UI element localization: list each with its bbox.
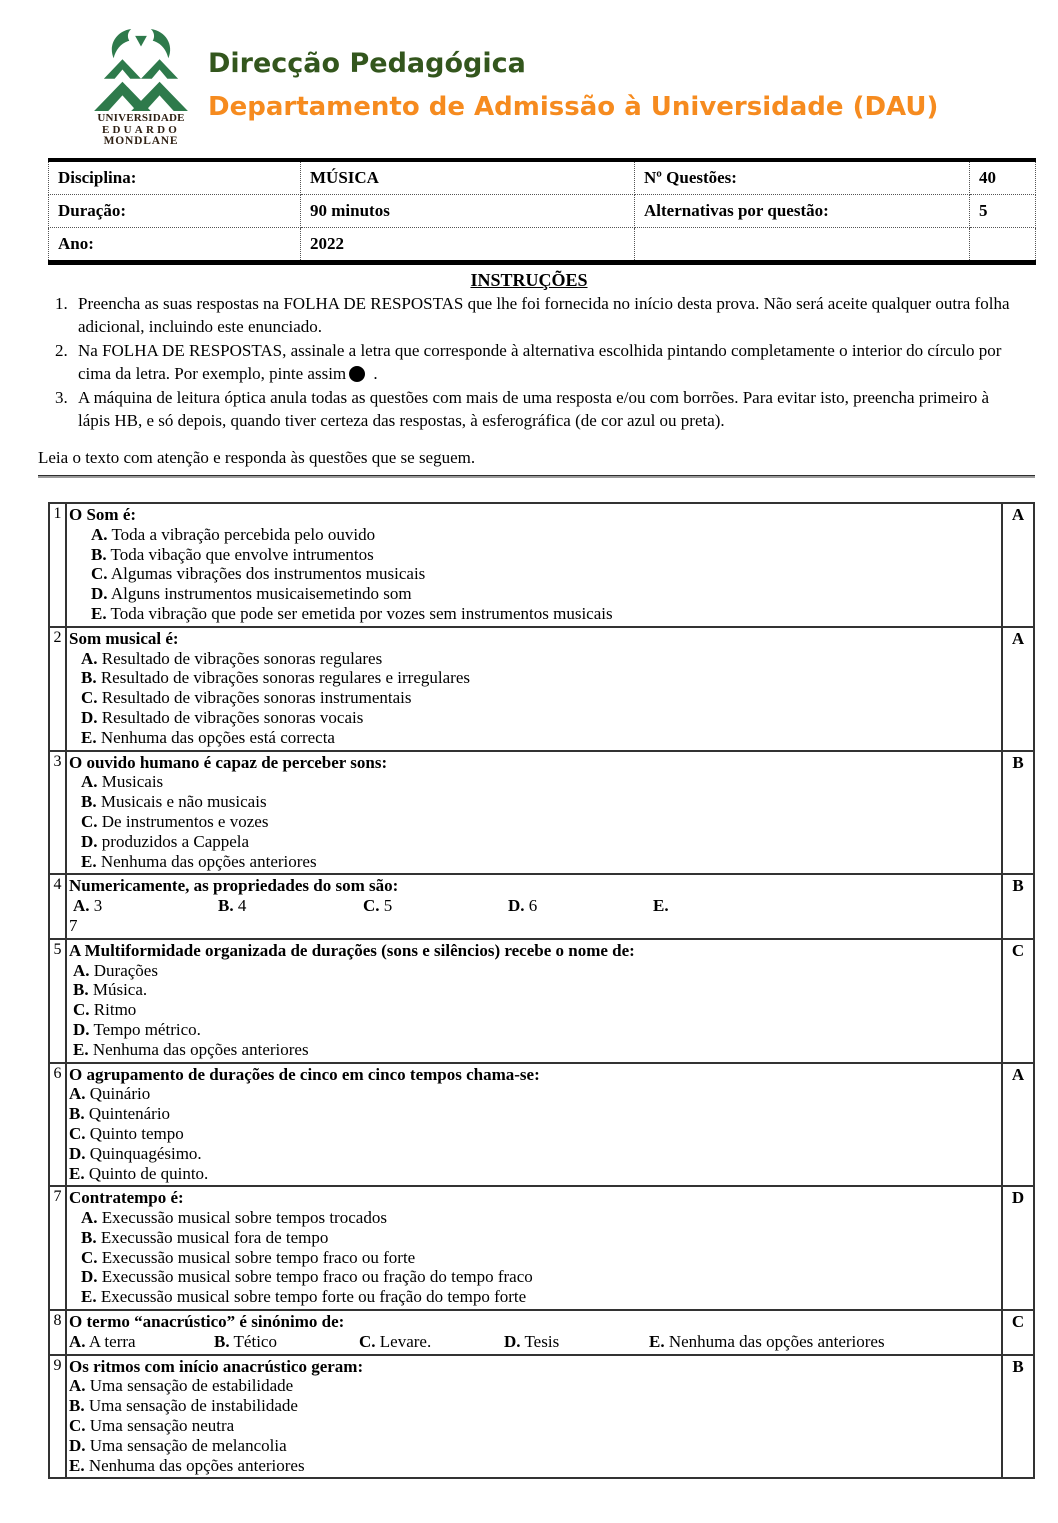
question-number: 1 (49, 503, 66, 627)
option (81, 772, 999, 792)
option-text: Toda vibração que pode ser emetida por vozes sem instrumentos musicais (110, 603, 613, 623)
option (73, 1020, 999, 1040)
num-questoes-label: Nº Questões: (635, 160, 970, 195)
option-text: Nenhuma das opções anteriores (88, 1455, 305, 1475)
option (81, 708, 999, 728)
option-text: Musicais e não musicais (100, 792, 267, 812)
question-body (66, 1063, 1002, 1187)
options-inline (69, 1332, 999, 1352)
option (81, 688, 999, 708)
option-letter: C. (81, 688, 98, 708)
option-text: Alguns instrumentos musicaisemetindo som (110, 584, 412, 604)
option-letter: D. (73, 1019, 90, 1039)
question-number: 9 (49, 1355, 66, 1479)
option-letter: B. (81, 668, 97, 688)
alternativas-label: Alternativas por questão: (635, 195, 970, 228)
alternativas-value: 5 (970, 195, 1036, 228)
option (91, 525, 999, 545)
option-text: Execussão musical sobre tempo forte ou fração do tempo forte (100, 1287, 527, 1307)
instruction-number: 2. (55, 341, 68, 360)
option (81, 1248, 999, 1268)
exam-page (0, 26, 1058, 1523)
disciplina-value: MÚSICA (301, 160, 635, 195)
option-text: Levare. (379, 1331, 432, 1351)
instruction-text-after: . (369, 364, 378, 383)
instruction-item-1 (48, 292, 1014, 338)
instruction-item-3 (48, 386, 1014, 432)
option (81, 1287, 999, 1307)
option-letter: C. (91, 564, 108, 584)
option-letter: E. (81, 851, 97, 871)
question-number: 3 (49, 751, 66, 875)
option-letter: A. (91, 524, 108, 544)
option (214, 1332, 359, 1352)
question-body (66, 627, 1002, 751)
option (363, 896, 508, 916)
option-letter: B. (81, 1227, 97, 1247)
option (81, 792, 999, 812)
option (81, 649, 999, 669)
option (508, 896, 653, 916)
option (73, 896, 218, 916)
option-letter: D. (69, 1143, 86, 1163)
question-row-5 (49, 939, 1034, 1063)
option-letter: E. (81, 727, 97, 747)
option-letter: B. (69, 1396, 85, 1416)
question-number: 4 (49, 874, 66, 938)
dau-title: Departamento de Admissão à Universidade (DAU) (208, 92, 939, 122)
instruction-number: 3. (55, 388, 68, 407)
question-body (66, 874, 1002, 938)
question-row-4 (49, 874, 1034, 938)
instruction-text: Preencha as suas respostas na FOLHA DE RESPOSTAS que lhe foi fornecida no início desta prova. Não será aceite qualquer outra folha adicional, incluindo este enunciado. (78, 294, 1010, 336)
question-number: 2 (49, 627, 66, 751)
option (73, 961, 999, 981)
exam-header (84, 26, 1058, 154)
option (653, 896, 669, 916)
option-letter: A. (81, 648, 98, 668)
option (91, 545, 999, 565)
option (69, 1124, 999, 1144)
question-stem: O Som é: (69, 505, 137, 524)
option (649, 1332, 885, 1352)
option-text: Uma sensação de melancolia (89, 1435, 287, 1455)
answer-key: B (1002, 751, 1034, 875)
option-text: 6 (528, 896, 538, 916)
option-text: Uma sensação de estabilidade (89, 1376, 294, 1396)
option-text: Nenhuma das opções anteriores (92, 1039, 309, 1059)
option-letter: D. (91, 584, 108, 604)
option-letter: A. (69, 1331, 86, 1351)
option-text: Execussão musical sobre tempo fraco ou fração do tempo fraco (101, 1267, 533, 1287)
duracao-label: Duração: (49, 195, 301, 228)
option-text: Uma sensação neutra (89, 1416, 235, 1436)
option-letter: B. (81, 792, 97, 812)
option-text: Quinário (89, 1084, 151, 1104)
option (69, 1104, 999, 1124)
option-text: 4 (237, 896, 247, 916)
option-text: Resultado de vibrações sonoras regulares (101, 648, 383, 668)
question-row-1 (49, 503, 1034, 627)
instruction-text (78, 339, 1014, 385)
question-body (66, 1310, 1002, 1355)
answer-key: A (1002, 1063, 1034, 1187)
option (69, 1376, 999, 1396)
option-letter: C. (73, 1000, 90, 1020)
question-body (66, 1186, 1002, 1310)
option-letter: A. (81, 1208, 98, 1228)
question-stem: Contratempo é: (69, 1188, 184, 1208)
question-stem: Numericamente, as propriedades do som são: (69, 876, 399, 896)
option (73, 1000, 999, 1020)
num-questoes-value: 40 (970, 160, 1036, 195)
university-logo (84, 26, 198, 154)
option (81, 1208, 999, 1228)
option-text: Quinto tempo (89, 1123, 184, 1143)
option-letter: B. (214, 1331, 230, 1351)
question-row-8 (49, 1310, 1034, 1355)
question-stem: Som musical é: (69, 628, 179, 648)
disciplina-label: Disciplina: (49, 160, 301, 195)
option (91, 604, 999, 624)
option (69, 1396, 999, 1416)
answer-key: B (1002, 1355, 1034, 1479)
option-text: 5 (383, 896, 393, 916)
option (81, 812, 999, 832)
option (359, 1332, 504, 1352)
option-text: Musicais (101, 772, 164, 792)
option-text: Quinto de quinto. (88, 1163, 209, 1183)
option-letter: A. (69, 1376, 86, 1396)
option-text: produzidos a Cappela (101, 831, 250, 851)
option (69, 1416, 999, 1436)
option (504, 1332, 649, 1352)
option-text: Nenhuma das opções anteriores (100, 851, 317, 871)
option (91, 564, 999, 584)
answer-key: B (1002, 874, 1034, 938)
answer-key: C (1002, 1310, 1034, 1355)
option-text: Quintenário (88, 1104, 171, 1124)
option-letter: E. (81, 1287, 97, 1307)
question-number: 7 (49, 1186, 66, 1310)
question-number: 8 (49, 1310, 66, 1355)
option-text: Tesis (524, 1331, 560, 1351)
option-letter: C. (81, 811, 98, 831)
info-row-ano (49, 228, 1036, 263)
option (69, 1084, 999, 1104)
option-letter: B. (91, 544, 107, 564)
option-letter: C. (69, 1416, 86, 1436)
option-letter: D. (81, 831, 98, 851)
option-text: Resultado de vibrações sonoras vocais (101, 707, 364, 727)
question-row-9 (49, 1355, 1034, 1479)
option-letter: A. (69, 1084, 86, 1104)
option-text: Execussão musical fora de tempo (100, 1227, 329, 1247)
question-row-6 (49, 1063, 1034, 1187)
option-letter: D. (504, 1331, 521, 1351)
question-row-2 (49, 627, 1034, 751)
option-letter: E. (69, 1455, 85, 1475)
option-text: Tético (233, 1331, 277, 1351)
logo-text-line1: UNIVERSIDADE (97, 112, 185, 124)
option (81, 832, 999, 852)
question-stem: O agrupamento de durações de cinco em cinco tempos chama-se: (69, 1064, 540, 1084)
option-letter: A. (81, 772, 98, 792)
question-body (66, 1355, 1002, 1479)
option-text: Nenhuma das opções está correcta (100, 727, 335, 747)
option-letter: D. (508, 896, 525, 916)
option-text: Ritmo (93, 1000, 137, 1020)
section-divider (38, 475, 1035, 478)
option (81, 668, 999, 688)
option-letter: E. (653, 896, 669, 916)
instructions-title: INSTRUÇÕES (470, 270, 588, 290)
empty-cell (970, 228, 1036, 263)
instruction-number: 1. (55, 294, 68, 313)
info-row-duracao (49, 195, 1036, 228)
option-letter: E. (69, 1163, 85, 1183)
option-overflow: 7 (69, 915, 78, 935)
option-letter: C. (359, 1331, 376, 1351)
option-letter: D. (81, 1267, 98, 1287)
option (81, 1267, 999, 1287)
option-text: 3 (93, 896, 103, 916)
question-row-7 (49, 1186, 1034, 1310)
question-stem: O ouvido humano é capaz de perceber sons: (69, 752, 388, 772)
option (81, 1228, 999, 1248)
option-text: Tempo métrico. (93, 1019, 201, 1039)
logo-text-line3: MONDLANE (103, 135, 179, 147)
option-text: De instrumentos e vozes (101, 811, 269, 831)
answer-key: A (1002, 503, 1034, 627)
option (81, 852, 999, 872)
option (69, 1164, 999, 1184)
option-letter: E. (649, 1331, 665, 1351)
logo-text-line2: EDUARDO (101, 123, 180, 136)
answer-key: D (1002, 1186, 1034, 1310)
exam-info-table (48, 158, 1036, 265)
department-titles (208, 26, 938, 154)
filled-circle-example-icon (349, 366, 365, 382)
question-body (66, 751, 1002, 875)
option-text: Resultado de vibrações sonoras regulares e irregulares (100, 668, 470, 688)
empty-cell (635, 228, 970, 263)
option (81, 728, 999, 748)
question-stem: A Multiformidade organizada de durações (sons e silêncios) recebe o nome de: (69, 940, 635, 960)
option-text: A terra (88, 1331, 136, 1351)
lead-text: Leia o texto com atenção e responda às questões que se seguem. (38, 448, 476, 467)
question-number: 6 (49, 1063, 66, 1187)
option-letter: C. (363, 896, 380, 916)
option-text: Música. (92, 980, 148, 1000)
option-letter: D. (69, 1435, 86, 1455)
duracao-value: 90 minutos (301, 195, 635, 228)
option (218, 896, 363, 916)
option (69, 1332, 214, 1352)
ano-value: 2022 (301, 228, 635, 263)
option-letter: C. (81, 1247, 98, 1267)
option-letter: B. (69, 1104, 85, 1124)
question-number: 5 (49, 939, 66, 1063)
option-letter: C. (69, 1123, 86, 1143)
option (69, 1436, 999, 1456)
question-body (66, 503, 1002, 627)
instruction-text-before: Na FOLHA DE RESPOSTAS, assinale a letra que corresponde à alternativa escolhida pintando completamente o interior do círculo por cima da letra. Por exemplo, pinte assim (78, 341, 1002, 383)
question-body (66, 939, 1002, 1063)
option-text: Toda a vibração percebida pelo ouvido (111, 524, 376, 544)
option-letter: E. (73, 1039, 89, 1059)
option-text: Algumas vibrações dos instrumentos musicais (110, 564, 426, 584)
option-text: Durações (93, 960, 158, 980)
instruction-item-2 (48, 339, 1014, 385)
option (73, 980, 999, 1000)
university-emblem-icon (89, 28, 193, 112)
question-stem: Os ritmos com início anacrústico geram: (69, 1356, 364, 1376)
direccao-pedagogica-title: Direcção Pedagógica (208, 48, 526, 79)
options-inline (73, 896, 999, 916)
instructions-list (48, 292, 1014, 432)
option-letter: A. (73, 896, 90, 916)
option (91, 584, 999, 604)
option-letter: B. (218, 896, 234, 916)
option-text: Resultado de vibrações sonoras instrumentais (101, 688, 412, 708)
instruction-text: A máquina de leitura óptica anula todas as questões com mais de uma resposta e/ou com borrões. Para evitar isto, preencha primeiro à lápis HB, e só depois, quando tiver certeza das respostas, à esferográfica (de cor azul ou preta). (78, 388, 990, 430)
question-row-3 (49, 751, 1034, 875)
ano-label: Ano: (49, 228, 301, 263)
option (69, 1144, 999, 1164)
option-letter: E. (91, 603, 107, 623)
option-text: Nenhuma das opções anteriores (668, 1331, 885, 1351)
info-row-disciplina (49, 160, 1036, 195)
option-text: Quinquagésimo. (89, 1143, 202, 1163)
option-letter: A. (73, 960, 90, 980)
option (73, 1040, 999, 1060)
option-letter: B. (73, 980, 89, 1000)
answer-key: A (1002, 627, 1034, 751)
option-text: Execussão musical sobre tempos trocados (101, 1208, 387, 1228)
option-text: Execussão musical sobre tempo fraco ou forte (101, 1247, 416, 1267)
answer-key: C (1002, 939, 1034, 1063)
option-text: Toda vibação que envolve intrumentos (110, 544, 374, 564)
option (69, 1456, 999, 1476)
question-stem: O termo “anacrústico” é sinónimo de: (69, 1312, 345, 1332)
option-text: Uma sensação de instabilidade (88, 1396, 298, 1416)
questions-table (48, 502, 1035, 1479)
option-letter: D. (81, 707, 98, 727)
